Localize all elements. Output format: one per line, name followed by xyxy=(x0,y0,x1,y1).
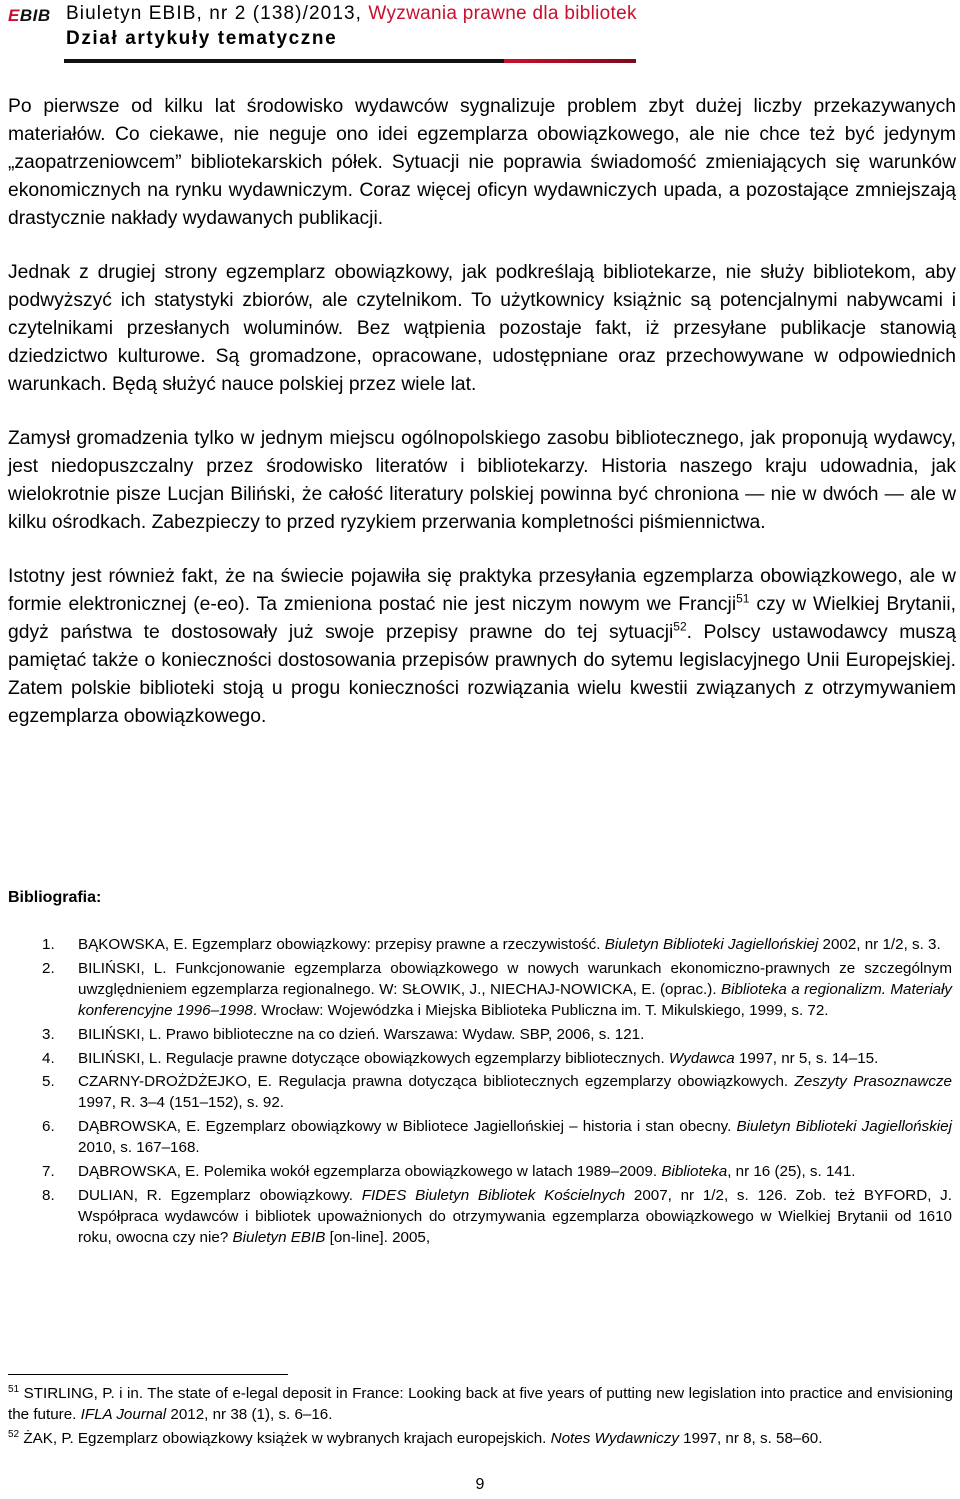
header-divider xyxy=(64,59,636,63)
section-title: Dział artykuły tematyczne xyxy=(66,28,338,49)
bibliography-item: 7. DĄBROWSKA, E. Polemika wokół egzemplarza obowiązkowego w latach 1989–2009. Biblioteka, nr 16 (25), s. 141. xyxy=(42,1163,856,1181)
footnote-ref[interactable]: 51 xyxy=(736,591,750,606)
footnote-divider xyxy=(8,1374,288,1375)
footnote: $^{51}$ STIRLING, P. i in. The state of e-legal deposit in France: Looking back at five years of putting new legislation into practice and envisioning the future. IFLA Journal 2012, nr 38 (1), s. 6–16. xyxy=(8,1383,953,1423)
bibliography-item: 3. BILIŃSKI, L. Prawo biblioteczne na co dzień. Warszawa: Wydaw. SBP, 2006, s. 121. xyxy=(42,1025,645,1043)
bibliography-item: 1. BĄKOWSKA, E. Egzemplarz obowiązkowy: przepisy prawne a rzeczywistość. Biuletyn Biblioteki Jagiellońskiej 2002, nr 1/2, s. 3. xyxy=(42,936,941,953)
issue-topic: Wyzwania prawne dla bibliotek xyxy=(368,3,637,24)
header-journal-line xyxy=(66,3,637,25)
bibliography-heading: Bibliografia: xyxy=(8,889,102,906)
paragraph: Po pierwsze od kilku lat środowisko wydawców sygnalizuje problem zbyt dużej liczby przekazywanych materiałów. Co ciekawe, nie neguje ono idei egzemplarza obowiązkowego, ale nie chce też być jedynym „zaopatrzeniowcem” bibliotekarskich półek. Sytuacji nie poprawia świadomość zmieniających się warunków ekonomicznych na rynku wydawniczym. Coraz więcej oficyn wydawniczych upada, a pozostające zmniejszają drastycznie nakłady wydawanych publikacji. xyxy=(8,96,956,229)
article-body xyxy=(8,93,956,757)
paragraph: Zamysł gromadzenia tylko w jednym miejscu ogólnopolskiego zasobu bibliotecznego, jak proponują wydawcy, jest niedopuszczalny przez środowisko literatów i bibliotekarzy. Historia naszego kraju udowadnia, jak wielokrotnie pisze Lucjan Biliński, że całość literatury polskiej powinna być chroniona — nie w dwóch — ale w kilku ośrodkach. Zabezpieczy to przed ryzykiem przerwania kompletności piśmiennictwa. xyxy=(8,428,956,533)
bibliography-item: 5. CZARNY-DROŻDŻEJKO, E. Regulacja prawna dotycząca bibliotecznych egzemplarzy obowiązkowych. Zeszyty Prasoznawcze 1997, R. 3–4 (151–152), s. 92. xyxy=(42,1073,952,1112)
bibliography-item: 6. DĄBROWSKA, E. Egzemplarz obowiązkowy w Bibliotece Jagiellońskiej – historia i stan obecny. Biuletyn Biblioteki Jagiellońskiej 2010, s. 167–168. xyxy=(42,1118,952,1157)
bibliography-item: 2. BILIŃSKI, L. Funkcjonowanie egzemplarza obowiązkowego w nowych warunkach ekonomiczno-prawnych ze szczególnym uwzględnieniem egzemplarza regionalnego. W: SŁOWIK, J., NIECHAJ-NOWICKA, E. (oprac.). Biblioteka a regionalizm. Materiały konferencyjne 1996–1998. Wrocław: Wojewódzka i Miejska Biblioteka Publiczna im. T. Mikulskiego, 1999, s. 72. xyxy=(42,959,952,1020)
page-number: 9 xyxy=(475,1476,485,1493)
footnote-ref[interactable]: 52 xyxy=(673,619,687,634)
paragraph: Istotny jest również fakt, że na świecie pojawiła się praktyka przesyłania egzemplarza obowiązkowego, ale w formie elektronicznej (e-eo). Ta zmieniona postać nie jest niczym nowym we Francji$^{51}$ czy w Wielkiej Brytanii, gdyż państwa te dostosowały już swoje przepisy prawne do tej sytuacji$^{52}$. Polscy ustawodawcy muszą pamiętać także o konieczności dostosowania przepisów prawnych do sytemu legislacyjnego Unii Europejskiej. Zatem polskie biblioteki stoją u progu konieczności rozwiązania wielu kwestii związanych z otrzymywaniem egzemplarza obowiązkowego. xyxy=(8,566,956,727)
bibliography-item: 8. DULIAN, R. Egzemplarz obowiązkowy. FIDES Biuletyn Bibliotek Kościelnych 2007, nr 1/2, s. 126. Zob. też BYFORD, J. Współpraca wydawców i bibliotek upoważnionych do otrzymywania egzemplarza obowiązkowego w Wielkiej Brytanii od 1610 roku, owocna czy nie? Biuletyn EBIB [on-line]. 2005, xyxy=(42,1186,952,1247)
journal-issue: Biuletyn EBIB, nr 2 (138)/2013, xyxy=(66,3,363,24)
footnote: $^{52}$ ŻAK, P. Egzemplarz obowiązkowy książek w wybranych krajach europejskich. Notes Wydawniczy 1997, nr 8, s. 58–60. xyxy=(8,1428,823,1447)
paragraph: Jednak z drugiej strony egzemplarz obowiązkowy, jak podkreślają bibliotekarze, nie służy bibliotekom, aby podwyższyć ich statystyki zbiorów, ale czytelnikom. To użytkownicy książnic są potencjalnymi nabywcami i czytelnikami przesłanych woluminów. Bez wątpienia pozostaje fakt, iż przesyłane publikacje stanowią dziedzictwo kulturowe. Są gromadzone, opracowane, udostępniane oraz przechowywane w odpowiednich warunkach. Będą służyć nauce polskiej przez wiele lat. xyxy=(8,262,956,395)
bibliography-item: 4. BILIŃSKI, L. Regulacje prawne dotyczące obowiązkowych egzemplarzy bibliotecznych. Wydawca 1997, nr 5, s. 14–15. xyxy=(42,1049,879,1067)
bibliography-list xyxy=(42,934,952,1251)
ebib-logo: EBIB xyxy=(8,6,51,25)
